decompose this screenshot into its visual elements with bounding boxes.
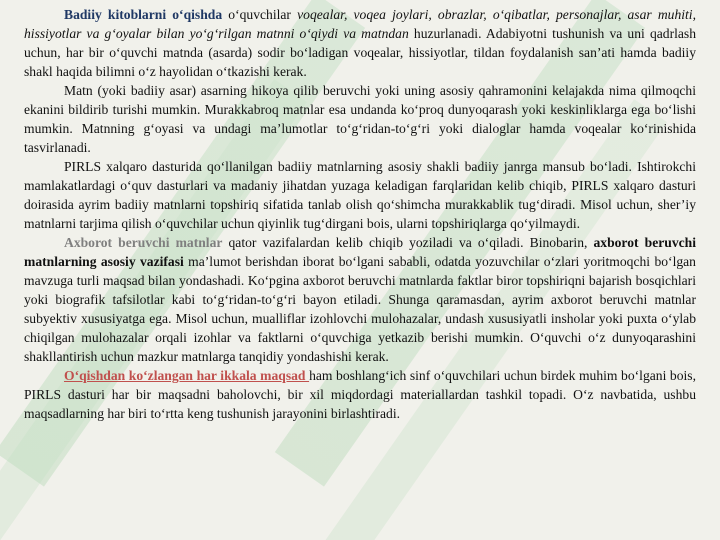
paragraph-pirls-literary xyxy=(24,157,696,233)
italic-text: voqealar, voqea joylari, obrazlar, o‘qibatlar, personajlar, asar muhiti, hissiyotlar va g‘oyalar bilan yo‘g‘rilgan matnni o‘qiydi va matndan xyxy=(24,7,696,41)
paragraph-text: ma’lumot berishdan iborat bo‘lgani sababli, odatda yozuvchilar o‘zlari yoritmoqchi bo‘lgan mavzuga turli maqsad bilan yondashadi. Ko‘pgina axborot beruvchi matnlarda faktlar biror topshiriqni bajarish bosqichlari yoki biografik tafsilotlar kabi to‘g‘ridan-to‘g‘ri bayon etiladi. Shunga qaramasdan, ayrim axborot beruvchi matnlar subyektiv xususiyatga ega. Misol uchun, mualliflar izohlovchi mulohazalar, undash xususiyatli insholar yoki puxta o‘ylab chiqilgan mulohazalar orqali izohlar va faktlarni o‘quvchiga yetkazib berishi mumkin. O‘quvchi o‘z dunyoqarashini shakllantirish uchun mazkur matnlarga tanqidiy yondashishi kerak. xyxy=(24,254,696,364)
paragraph-informational-texts xyxy=(24,233,696,366)
paragraph-reading-purposes xyxy=(24,366,696,423)
bold-text: axborot beruvchi matnlarning asosiy vazifasi xyxy=(24,235,696,269)
paragraph-text: huzurlanadi. Adabiyotni tushunish va uni qadrlash uchun, har bir o‘quvchi matnda (asarda) sodir bo‘ladigan voqealar, hissiyotlar, tildan foydalanish san’ati hamda badiiy shakl haqida bilimni o‘z hayolidan o‘tkazishi kerak. xyxy=(24,26,696,79)
paragraph-literary-reading xyxy=(24,5,696,81)
paragraph-text: qator vazifalardan kelib chiqib yoziladi va o‘qiladi. Binobarin, xyxy=(222,235,594,250)
term-informational-texts: Axborot beruvchi matnlar xyxy=(64,235,223,250)
paragraph-text: ham boshlang‘ich sinf o‘quvchilari uchun birdek muhim bo‘lgani bois, PIRLS dasturi har bir maqsadni baholovchi, bir xil miqdordagi materiallardan tashkil topadi. O‘z navbatida, ushbu maqsadlarning har biri to‘rtta keng tushunish jarayonini birlashtiradi. xyxy=(24,368,696,421)
paragraph-text-structure xyxy=(24,81,696,157)
paragraph-text: o‘quvchilar xyxy=(222,7,298,22)
paragraph-text: PIRLS xalqaro dasturida qo‘llanilgan badiiy matnlarning asosiy shakli badiiy janrga mansub bo‘ladi. Ishtirokchi mamlakatlardagi o‘quv dasturlari va madaniy jihatdan yuzaga keladigan farqlaridan kelib chiqib, PIRLS xalqaro dasturi doirasida ayrim badiiy matnlarni topshiriq sifatida tanlab olish qo‘shimcha murakkablik tug‘diradi. Misol uchun, sher’iy matnlarni tarjima qilish o‘quvchilar uchun qiyinlik tug‘dirgani bois, ularni topshiriqlarga qo‘yilmaydi. xyxy=(24,159,696,231)
paragraph-text: Matn (yoki badiiy asar) asarning hikoya qilib beruvchi yoki uning asosiy qahramonini kelajakda nima qilmoqchi ekanini bildirib turishi mumkin. Murakkabroq matnlar esa undanda ko‘proq dunyoqarash yoki keskinliklarga ega bo‘lishi mumkin. Matnning g‘oyasi va undagi ma’lumotlar to‘g‘ridan-to‘g‘ri yoki dialoglar hamda voqealar ko‘rinishida tasvirlanadi. xyxy=(24,83,696,155)
term-reading-purposes: O‘qishdan ko‘zlangan har ikkala maqsad xyxy=(64,368,310,383)
term-literary-reading: Badiiy kitoblarni o‘qishda xyxy=(64,7,223,22)
